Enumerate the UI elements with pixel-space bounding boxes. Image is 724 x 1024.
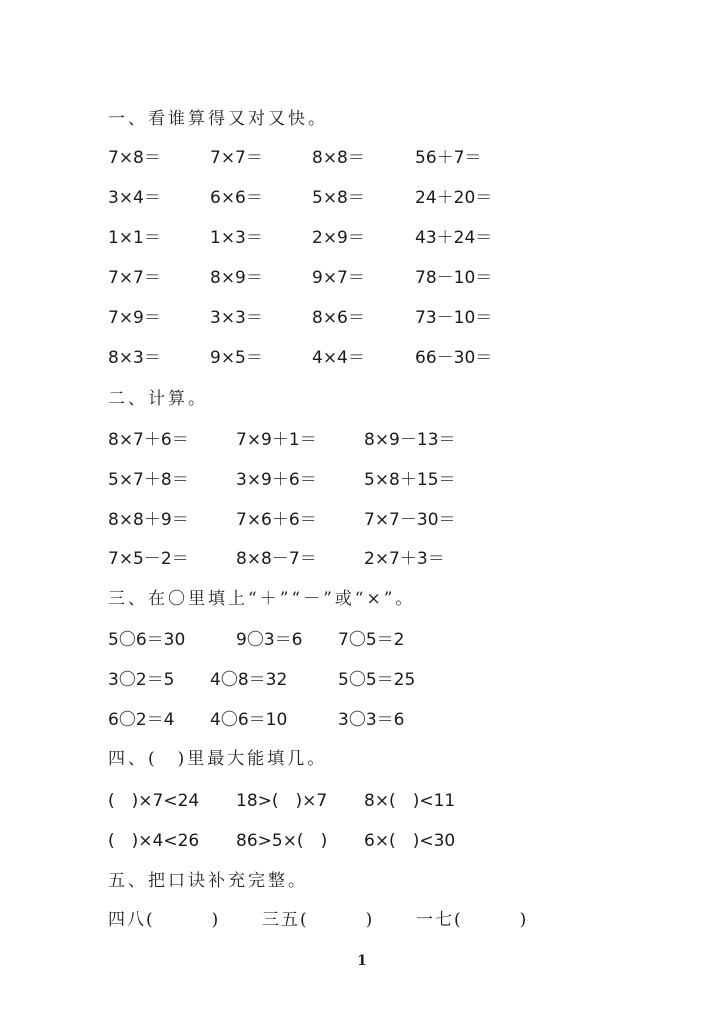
- problem: 3×3＝: [210, 308, 263, 328]
- problem: 9×7＝: [312, 268, 365, 288]
- section-5-heading: 五、把口诀补充完整。: [108, 871, 308, 891]
- problem: 8×7＋6＝: [108, 430, 189, 450]
- section-4-row: [0, 826, 724, 850]
- problem: 5×8＝: [312, 188, 365, 208]
- problem: 8×6＝: [312, 308, 365, 328]
- section-2-row: [0, 425, 724, 449]
- problem: 一七( ): [416, 910, 529, 930]
- section-1-heading: 一、看谁算得又对又快。: [108, 109, 328, 129]
- problem: 6×6＝: [210, 188, 263, 208]
- problem: 7×7－30＝: [364, 510, 456, 530]
- problem: 7〇5＝2: [338, 630, 405, 650]
- section-2-row: [0, 505, 724, 529]
- problem: 3〇3＝6: [338, 710, 405, 730]
- section-4-heading: 四、( )里最大能填几。: [108, 749, 328, 769]
- problem: 8×( )<11: [364, 791, 456, 811]
- section-5-row: [0, 905, 724, 929]
- problem: 4〇8＝32: [210, 670, 288, 690]
- problem: 三五( ): [262, 910, 375, 930]
- problem: 86>5×( ): [236, 831, 328, 851]
- problem: 18>( )×7: [236, 791, 328, 811]
- section-1-row: [0, 183, 724, 207]
- problem: 66－30＝: [415, 348, 493, 368]
- problem: 8×3＝: [108, 348, 161, 368]
- page-number: 1: [357, 953, 367, 969]
- problem: 8×9－13＝: [364, 430, 456, 450]
- problem: 3×9＋6＝: [236, 470, 317, 490]
- problem: 3〇2＝5: [108, 670, 175, 690]
- problem: 7×9＋1＝: [236, 430, 317, 450]
- section-2-heading: 二、计算。: [108, 389, 208, 409]
- problem: 9〇3＝6: [236, 630, 303, 650]
- problem: 7×6＋6＝: [236, 510, 317, 530]
- section-2-row: [0, 465, 724, 489]
- section-3-row: [0, 705, 724, 729]
- problem: 4×4＝: [312, 348, 365, 368]
- problem: 6×( )<30: [364, 831, 456, 851]
- problem: 43＋24＝: [415, 228, 493, 248]
- problem: 24＋20＝: [415, 188, 493, 208]
- section-1-row: [0, 143, 724, 167]
- problem: 5×8＋15＝: [364, 470, 456, 490]
- problem: 7×8＝: [108, 148, 161, 168]
- problem: ( )×4<26: [108, 831, 200, 851]
- problem: 2×9＝: [312, 228, 365, 248]
- section-1-row: [0, 263, 724, 287]
- problem: 7×7＝: [108, 268, 161, 288]
- problem: 3×4＝: [108, 188, 161, 208]
- problem: 73－10＝: [415, 308, 493, 328]
- problem: 8×8＋9＝: [108, 510, 189, 530]
- section-4-row: [0, 786, 724, 810]
- section-3-row: [0, 625, 724, 649]
- section-3-row: [0, 665, 724, 689]
- problem: 7×9＝: [108, 308, 161, 328]
- problem: 7×7＝: [210, 148, 263, 168]
- section-1-row: [0, 303, 724, 327]
- problem: 9×5＝: [210, 348, 263, 368]
- problem: 8×8＝: [312, 148, 365, 168]
- problem: 6〇2＝4: [108, 710, 175, 730]
- problem: 8×9＝: [210, 268, 263, 288]
- problem: 1×1＝: [108, 228, 161, 248]
- problem: 4〇6＝10: [210, 710, 288, 730]
- problem: ( )×7<24: [108, 791, 200, 811]
- problem: 56＋7＝: [415, 148, 482, 168]
- problem: 1×3＝: [210, 228, 263, 248]
- section-3-heading: 三、在〇里填上“＋”“－”或“×”。: [108, 589, 416, 609]
- problem: 5×7＋8＝: [108, 470, 189, 490]
- problem: 5〇5＝25: [338, 670, 416, 690]
- problem: 5〇6＝30: [108, 630, 186, 650]
- section-1-row: [0, 343, 724, 367]
- problem: 四八( ): [108, 910, 221, 930]
- section-2-row: [0, 544, 724, 568]
- problem: 78－10＝: [415, 268, 493, 288]
- problem: 7×5－2＝: [108, 549, 189, 569]
- problem: 2×7＋3＝: [364, 549, 445, 569]
- problem: 8×8－7＝: [236, 549, 317, 569]
- section-1-row: [0, 223, 724, 247]
